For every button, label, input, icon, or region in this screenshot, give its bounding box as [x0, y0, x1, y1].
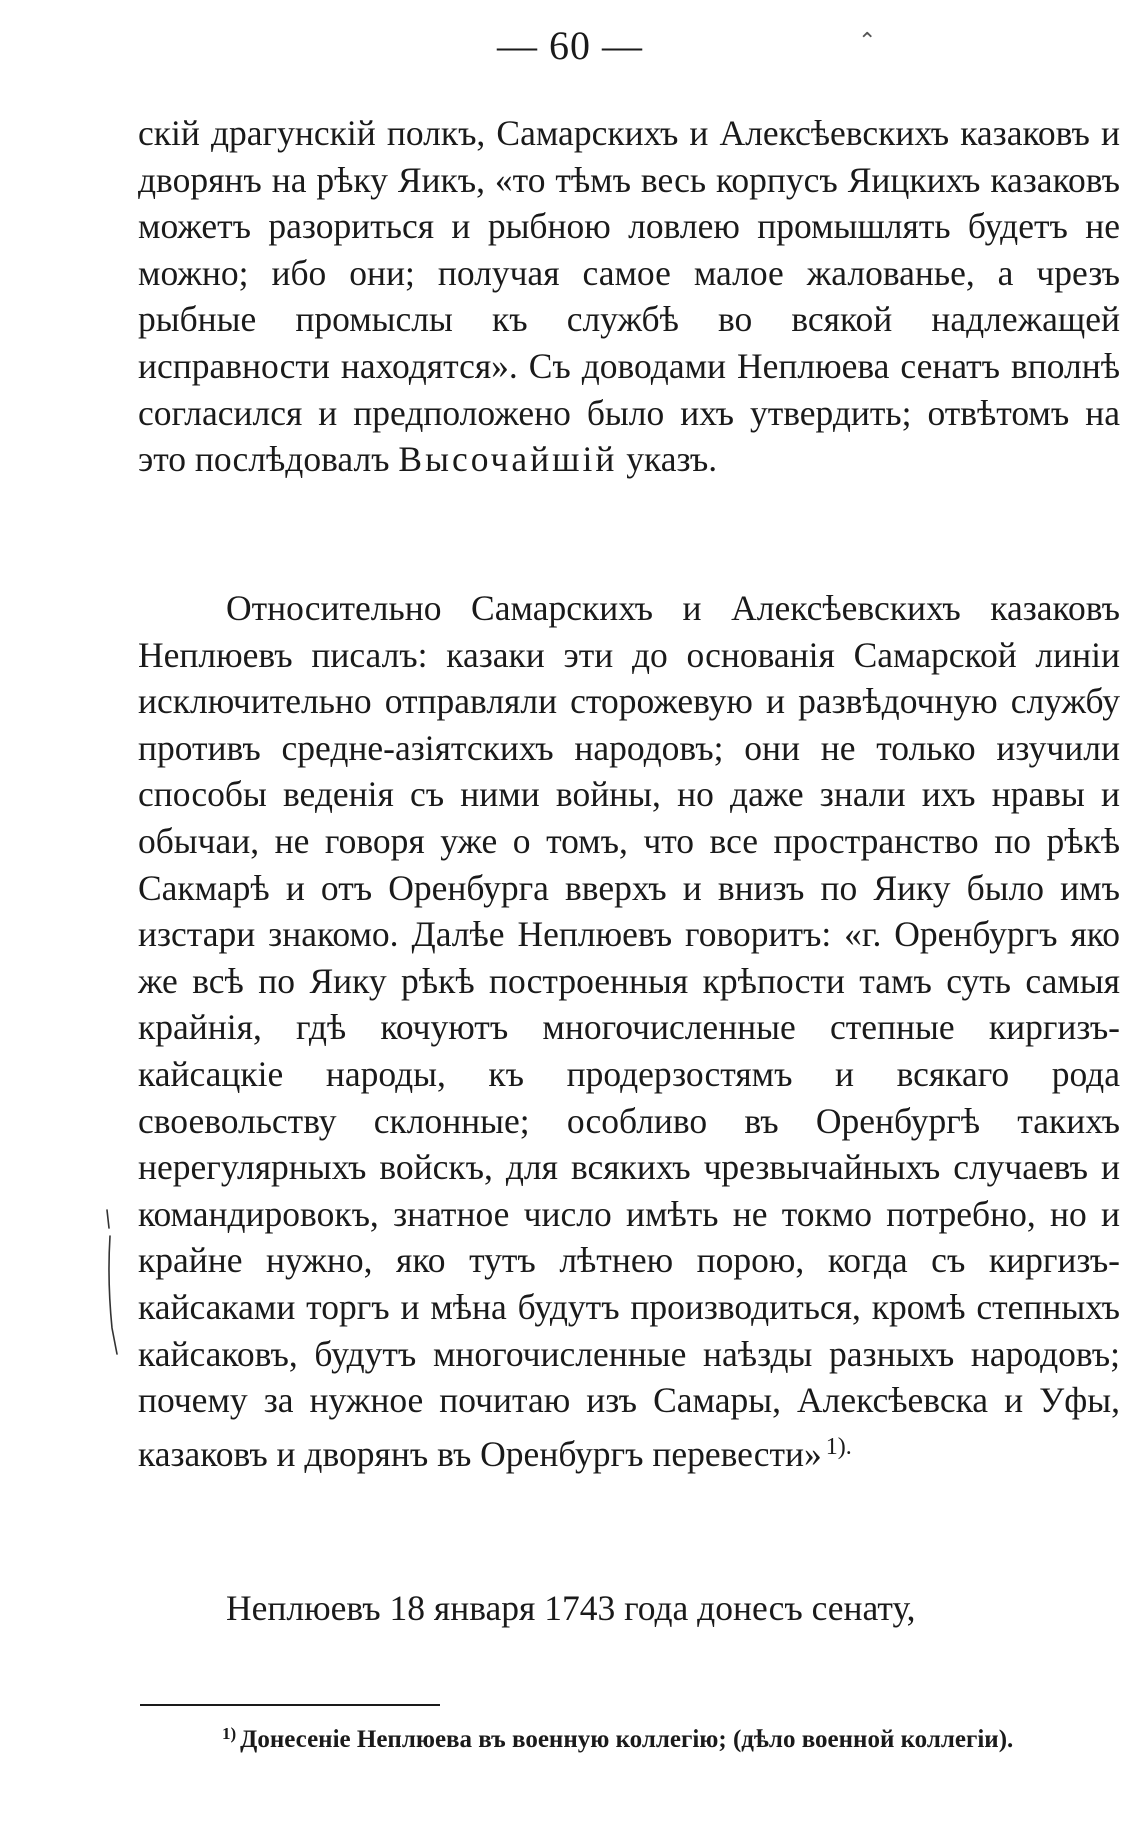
footnote-reference: 1).	[825, 1433, 852, 1460]
footnote-text: Донесеніе Неплюева въ военную коллегію; (дѣло военной коллегіи).	[240, 1726, 1014, 1753]
paragraph-1-text: скій драгунскій полкъ, Самарскихъ и Алексѣевскихъ казаковъ и дворянъ на рѣку Яикъ, «то тѣмъ весь корпусъ Яицкихъ казаковъ можетъ разориться и рыбною ловлею промышлять будетъ не можно; ибо они; получая самое малое жалованье, а чрезъ рыбные промыслы къ службѣ во всякой надлежащей исправности находятся». Съ доводами Неплюева сенатъ вполнѣ согласился и предположено было ихъ утвердить; отвѣтомъ на это послѣдовалъ	[138, 113, 1120, 480]
paragraph-3	[138, 1585, 1120, 1632]
paragraph-1	[138, 110, 1120, 483]
paragraph-1-ending: указъ.	[626, 439, 718, 480]
footnote	[222, 1718, 1122, 1756]
paragraph-3-text: Неплюевъ 18 января 1743 года донесъ сенату,	[226, 1588, 916, 1628]
margin-pencil-mark-icon	[103, 1208, 121, 1358]
corner-mark: ⌃	[858, 28, 877, 53]
footnote-number: 1)	[222, 1724, 237, 1743]
paragraph-1-emphasis: Высочайшій	[398, 439, 618, 480]
page-number: — 60 —	[497, 23, 643, 68]
footnote-divider	[140, 1704, 440, 1706]
paragraph-2	[138, 585, 1120, 1477]
paragraph-2-text: Относительно Самарскихъ и Алексѣевскихъ казаковъ Неплюевъ писалъ: казаки эти до основанія Самарской линіи исключительно отправляли сторожевую и развѣдочную службу противъ средне-азіятскихъ народовъ; они не только изучили способы веденія съ ними войны, но даже знали ихъ нравы и обычаи, не говоря уже о томъ, что все пространство по рѣкѣ Сакмарѣ и отъ Оренбурга вверхъ и внизъ по Яику было имъ изстари знакомо. Далѣе Неплюевъ говоритъ: «г. Оренбургъ яко же всѣ по Яику рѣкѣ построенныя крѣпости тамъ суть самыя крайнія, гдѣ кочуютъ многочисленные степные киргизъ-кайсацкіе народы, къ продерзостямъ и всякаго рода своевольству склонные; особливо въ Оренбургѣ такихъ нерегулярныхъ войскъ, для всякихъ чрезвычайныхъ случаевъ и командировокъ, знатное число имѣть не токмо потребно, но и крайне нужно, яко тутъ лѣтнею порою, когда съ киргизъ-кайсаками торгъ и мѣна будутъ производиться, кромѣ степныхъ кайсаковъ, будутъ многочисленные наѣзды разныхъ народовъ; почему за нужное почитаю изъ Самары, Алексѣевска и Уфы, казаковъ и дворянъ въ Оренбургъ перевести»	[138, 588, 1120, 1474]
